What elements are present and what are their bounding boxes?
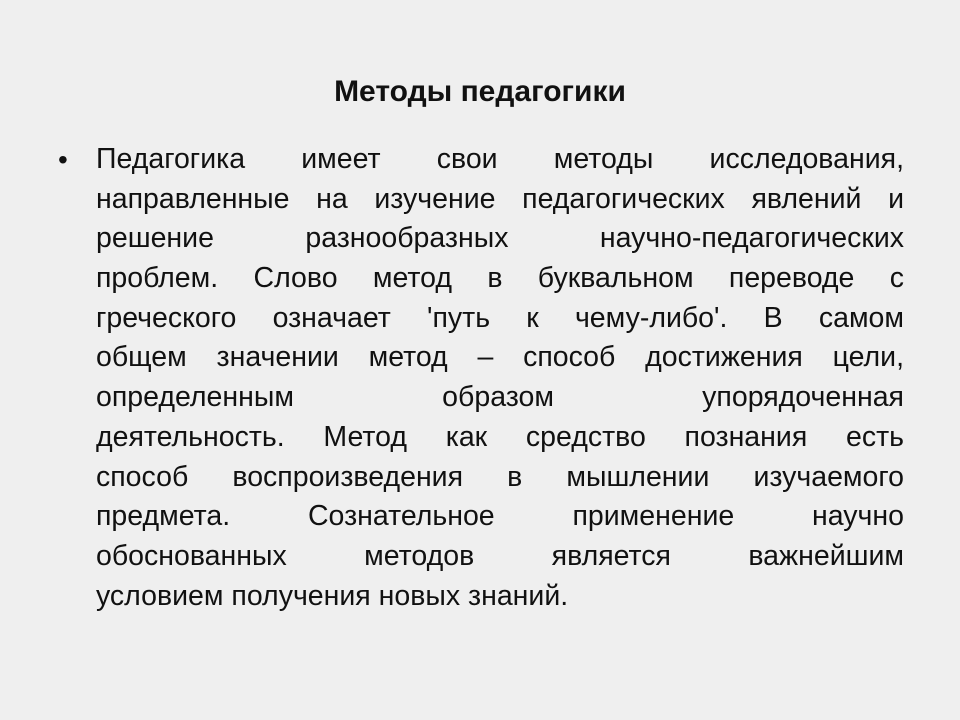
body-line: Педагогика имеет свои методы исследования, (96, 143, 904, 175)
body-line: направленные на изучение педагогических явлений и (96, 182, 904, 215)
body-line: способ воспроизведения в мышлении изучаемого (96, 460, 904, 493)
body-line: обоснованных методов является важнейшим (96, 539, 904, 572)
body-text (96, 140, 904, 616)
body-line: греческого означает 'путь к чему-либо'. В самом (96, 301, 904, 334)
body-line: предмета. Сознательное применение научно (96, 500, 904, 533)
body-line: деятельность. Метод как средство познания есть (96, 420, 904, 453)
slide-title: Методы педагогики (334, 75, 626, 108)
body-line: решение разнообразных научно-педагогических (96, 222, 904, 255)
body-line: общем значении метод – способ достижения цели, (96, 341, 904, 374)
body-line: условием получения новых знаний. (96, 579, 569, 612)
bullet-marker: • (58, 144, 68, 175)
body-line: определенным образом упорядоченная (96, 381, 904, 414)
body-line: проблем. Слово метод в буквальном переводе с (96, 262, 904, 295)
